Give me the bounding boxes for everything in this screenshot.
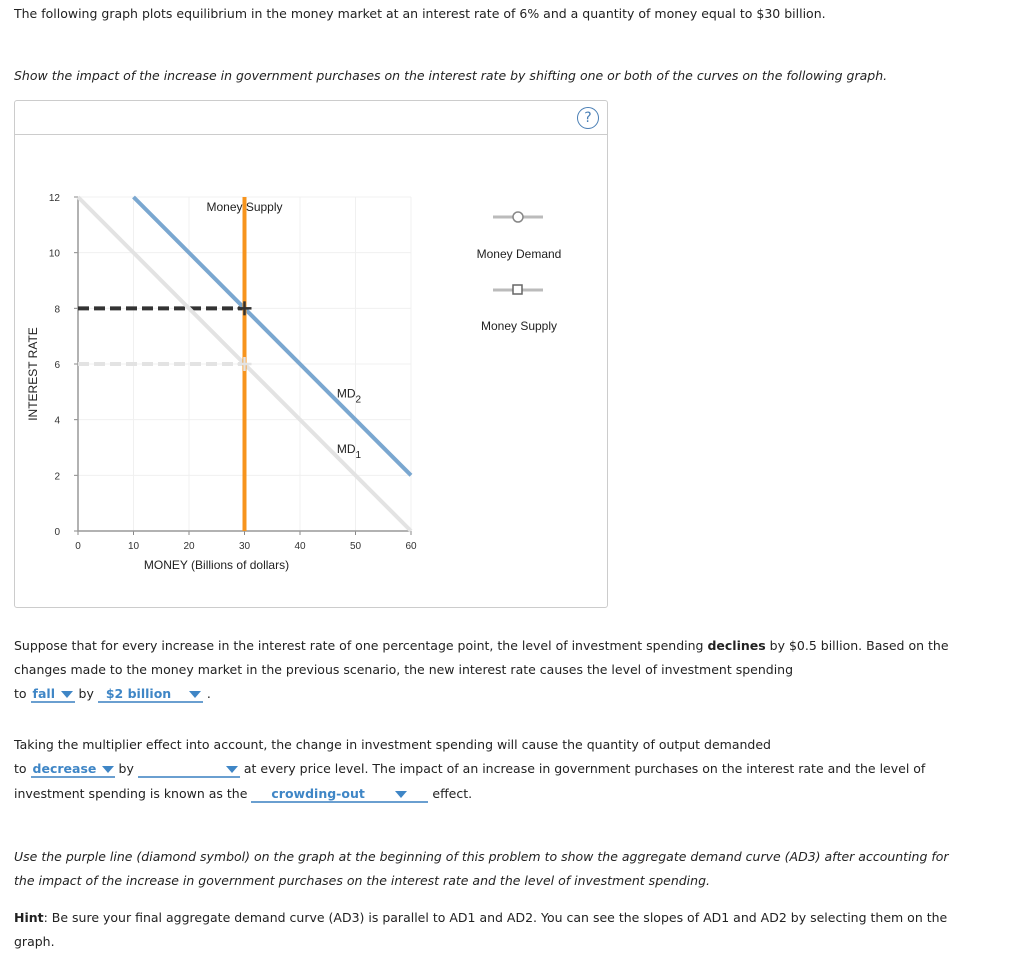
q2-pre: investment spending is known as the: [14, 786, 248, 801]
money-supply-label: Money Supply: [206, 200, 283, 214]
y-tick-label: 8: [54, 304, 60, 316]
dropdown-arrow-icon: [102, 766, 114, 773]
legend-money-demand-label: Money Demand: [476, 247, 562, 261]
y-tick-label: 4: [54, 415, 60, 427]
q2-line1: Taking the multiplier effect into account, the change in investment spending will cause the quantity of output demanded: [14, 737, 771, 752]
hint-label: Hint: [14, 910, 44, 925]
q1-text-a: Suppose that for every increase in the interest rate of one percentage point, the level of investment spending: [14, 638, 708, 653]
dropdown-arrow-icon: [226, 766, 238, 773]
x-tick-label: 20: [183, 541, 195, 552]
q2-by: by: [118, 761, 134, 776]
x-tick-label: 60: [405, 541, 417, 552]
hint-line1: [14, 910, 947, 925]
circle-icon[interactable]: [513, 212, 523, 222]
y-tick-label: 10: [48, 248, 60, 260]
q1-end: .: [206, 686, 211, 701]
q2-post: effect.: [432, 786, 473, 801]
q3-line2: the impact of the increase in government purchases on the interest rate and the level of investment spending.: [14, 873, 710, 888]
q2-line3: [14, 786, 472, 803]
graph-panel: [14, 100, 608, 608]
effect-dropdown[interactable]: [251, 786, 428, 803]
q2-mid: at every price level. The impact of an increase in government purchases on the interest rate and the level of: [243, 761, 926, 776]
investment-amount-dropdown[interactable]: [98, 686, 203, 703]
y-tick-label: 2: [54, 471, 60, 483]
q1-by: by: [78, 686, 94, 701]
x-tick-label: 10: [127, 541, 140, 552]
x-tick-label: 0: [75, 541, 81, 552]
money-market-chart[interactable]: [15, 101, 607, 607]
q3-line1: Use the purple line (diamond symbol) on the graph at the beginning of this problem to show the aggregate demand curve (AD3) after accounting for: [14, 849, 949, 864]
square-icon[interactable]: [513, 285, 522, 294]
y-axis-label: INTEREST RATE: [26, 327, 40, 421]
q2-to: to: [14, 761, 27, 776]
instruction-text: Show the impact of the increase in government purchases on the interest rate by shifting one or both of the curves on the following graph.: [14, 68, 888, 83]
x-tick-label: 40: [294, 541, 306, 552]
q2-line2: [14, 761, 925, 778]
curve-label-sub: 2: [355, 394, 362, 406]
investment-direction-dropdown[interactable]: [31, 686, 75, 703]
q1-line3: [14, 686, 211, 703]
hint-line2: graph.: [14, 934, 55, 949]
q1-line2: changes made to the money market in the previous scenario, the new interest rate causes the level of investment spending: [14, 662, 794, 677]
q1-text-c: by $0.5 billion. Based on the: [765, 638, 949, 653]
dropdown-arrow-icon: [61, 691, 73, 698]
dropdown-arrow-icon: [395, 791, 407, 798]
x-tick-label: 50: [349, 541, 362, 552]
intro-text: The following graph plots equilibrium in the money market at an interest rate of 6% and a quantity of money equal to $30 billion.: [14, 6, 826, 21]
help-button[interactable]: ?: [577, 107, 599, 129]
curve-label-main: MD: [336, 386, 356, 401]
curve-label-main: MD: [336, 442, 356, 457]
dropdown-value: fall: [32, 686, 55, 701]
x-axis-label: MONEY (Billions of dollars): [143, 558, 290, 572]
series-line-md2: [134, 197, 412, 475]
x-tick-label: 30: [238, 541, 251, 552]
y-tick-label: 12: [48, 193, 60, 204]
q1-line1: [14, 638, 949, 653]
dropdown-value: decrease: [32, 761, 97, 776]
y-tick-label: 0: [54, 527, 60, 538]
dropdown-value: crowding-out: [271, 786, 365, 801]
output-direction-dropdown[interactable]: [31, 761, 115, 778]
y-tick-label: 6: [54, 360, 60, 371]
q1-text-bold: declines: [707, 638, 766, 653]
legend-money-supply-label: Money Supply: [480, 319, 558, 333]
dropdown-arrow-icon: [189, 691, 201, 698]
output-amount-dropdown[interactable]: [138, 761, 240, 778]
curve-label-sub: 1: [355, 450, 362, 462]
dropdown-value: $2 billion: [105, 686, 172, 701]
q1-to: to: [14, 686, 27, 701]
hint-text: : Be sure your final aggregate demand curve (AD3) is parallel to AD1 and AD2. You can see the slopes of AD1 and AD2 by selecting them on the: [43, 910, 948, 925]
